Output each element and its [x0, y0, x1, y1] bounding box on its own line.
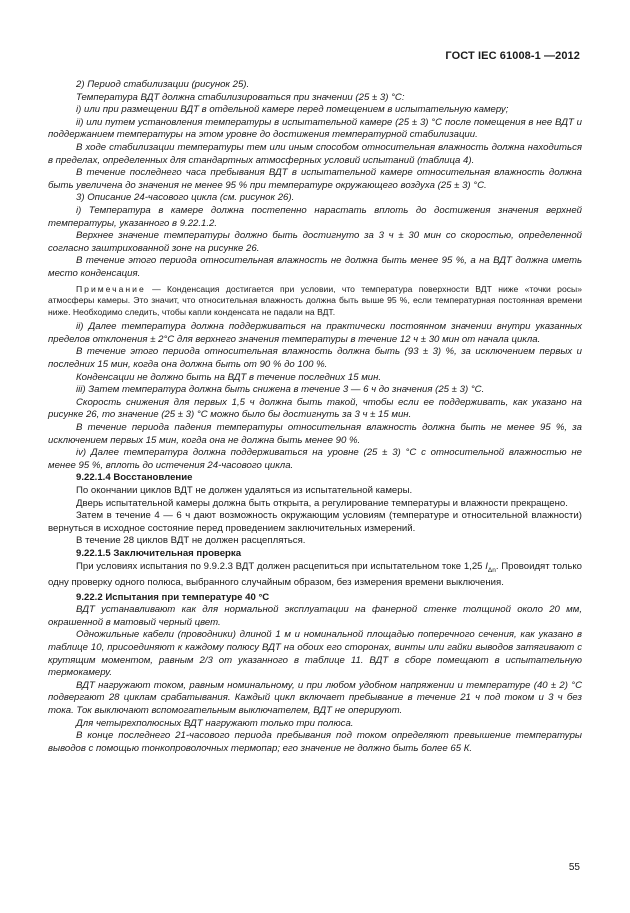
section-heading: 9.22.2 Испытания при температуре 40 °С — [76, 591, 270, 603]
paragraph: Затем в течение 4 — 6 ч дают возможность окружающим условиям (температуре и относительной влажности) вернуться в исходное состояние перед проведением заключительных измерений. — [48, 510, 582, 534]
page-content — [48, 79, 582, 755]
paragraph: 3) Описание 24-часового цикла (см. рисунок 26). — [76, 192, 295, 204]
current-subscript: Δn — [487, 566, 496, 574]
paragraph: По окончании циклов ВДТ не должен удаляться из испытательной камеры. — [76, 485, 413, 496]
paragraph: В течение 28 циклов ВДТ не должен расцепляться. — [76, 535, 306, 547]
paragraph: ii) или путем установления температуры в испытательной камере (25 ± 3) °С после помещения в нее ВДТ и поддержанием температуры на этом уровне до достижения температурной стабилизации. — [48, 116, 582, 141]
current-symbol: I — [485, 560, 488, 572]
paragraph: Одножильные кабели (проводники) длиной 1 м и номинальной площадью поперечного сечения, как указано в таблице 10, присоединяют к каждому полюсу ВДТ на обоих его сторонах, винты или гайки выводов затягивают с крутящим моментом, равным 2/3 от указанного в таблице 11. ВДТ в сборе помещают в испытательную термокамеру. — [48, 629, 582, 679]
page-number: 55 — [568, 862, 580, 873]
paragraph-text: При условиях испытания по 9.9.2.3 ВДТ должен расцепиться при испытательном токе 1,25 — [76, 560, 486, 572]
note-label: Примечание — [76, 283, 146, 294]
paragraph: В течение периода падения температуры относительная влажность должна быть не менее 95 %, за исключением первых 15 мин, когда она не должна быть менее 90 %. — [48, 422, 582, 446]
paragraph: Верхнее значение температуры должно быть достигнуто за 3 ч ± 30 мин со скоростью, определенной согласно заштрихованной зоне на рисунке 26. — [48, 230, 582, 254]
paragraph: ВДТ устанавливают как для нормальной эксплуатации на фанерной стенке толщиной около 20 мм, окрашенной в матовый черный цвет. — [48, 604, 582, 628]
paragraph: iv) Далее температура должна поддерживаться на уровне (25 ± 3) °С с относительной влажностью не менее 95 %, вплоть до истечения 24-часового цикла. — [48, 447, 582, 471]
paragraph: Для четырехполюсных ВДТ нагружают только три полюса. — [76, 717, 354, 729]
section-heading: 9.22.1.5 Заключительная проверка — [76, 547, 242, 559]
paragraph-text: . Провоидят только одну проверку одного полюса, выбранного случайным образом, без измерения времени выключения. — [48, 560, 582, 589]
paragraph: В конце последнего 21-часового периода пребывания под током определяют превышение температуры выводов с помощью тонкопроволочных термопар; его значение не должно быть более 65 К. — [48, 730, 582, 754]
paragraph: ВДТ нагружают током, равным номинальному, и при любом удобном напряжении и температуре (40 ± 2) °С подвергают 28 циклам срабатывания. Каждый цикл включает пребывание в течение 21 ч под током и 3 ч без тока. Ток выключают вспомогательным выключателем, ВДТ не оперируют. — [48, 679, 582, 716]
standard-header: ГОСТ IEC 61008-1 —2012 — [445, 50, 580, 62]
section-heading: 9.22.1.4 Восстановление — [76, 472, 193, 484]
paragraph: Температура ВДТ должна стабилизироваться при значении (25 ± 3) °С: — [76, 91, 405, 103]
note-text: — Конденсация достигается при условии, что температура поверхности ВДТ ниже «точки росы» атмосферы камеры. Это значит, что относительная влажность должна быть выше 95 %, если температурная постоянная времени ниже. Необходимо следить, чтобы капли конденсата не падали на ВДТ. — [48, 283, 582, 317]
paragraph: Скорость снижения для первых 1,5 ч должна быть такой, чтобы если ее поддерживать, как указано на рисунке 26, то значение (25 ± 3) °С можно было бы достигнуть за 3 ч ± 15 мин. — [48, 396, 582, 421]
paragraph: iii) Затем температура должна быть снижена в течение 3 — 6 ч до значения (25 ± 3) °С. — [76, 384, 485, 396]
paragraph: i) Температура в камере должна постепенно нарастать вплоть до достижения значения верхней температуры, указанного в 9.22.1.2. — [48, 204, 582, 229]
paragraph: Конденсации не должно быть на ВДТ в течение последних 15 мин. — [76, 371, 382, 383]
paragraph: ii) Далее температура должна поддерживаться на практически постоянном значении внутри указанных пределов отклонения ± 2°С для верхнего значения температуры в течение 12 ч ± 30 мин от начала цикла. — [48, 321, 582, 345]
paragraph: В течение последнего часа пребывания ВДТ в испытательной камере относительная влажность должна быть увеличена до значения не менее 95 % при температуре окружающего воздуха (25 ± 3) °С. — [48, 167, 582, 191]
paragraph: i) или при размещении ВДТ в отдельной камере перед помещением в испытательную камеру; — [76, 104, 509, 116]
paragraph: 2) Период стабилизации (рисунок 25). — [76, 79, 250, 90]
paragraph: Дверь испытательной камеры должна быть открыта, а регулирование температуры и влажности прекращено. — [76, 497, 568, 509]
paragraph: В течение этого периода относительная влажность должна быть (93 ± 3) %, за исключением первых и последних 15 мин, когда она должна быть от 90 % до 100 %. — [48, 346, 582, 371]
note — [48, 284, 582, 319]
paragraph: В ходе стабилизации температуры тем или иным способом относительная влажность должна находиться в пределах, определенных для стандартных атмосферных условий испытаний (таблица 4). — [48, 141, 582, 166]
paragraph: В течение этого периода относительная влажность не должна быть менее 95 %, а на ВДТ должна иметь место конденсация. — [48, 255, 582, 279]
paragraph — [48, 561, 582, 590]
